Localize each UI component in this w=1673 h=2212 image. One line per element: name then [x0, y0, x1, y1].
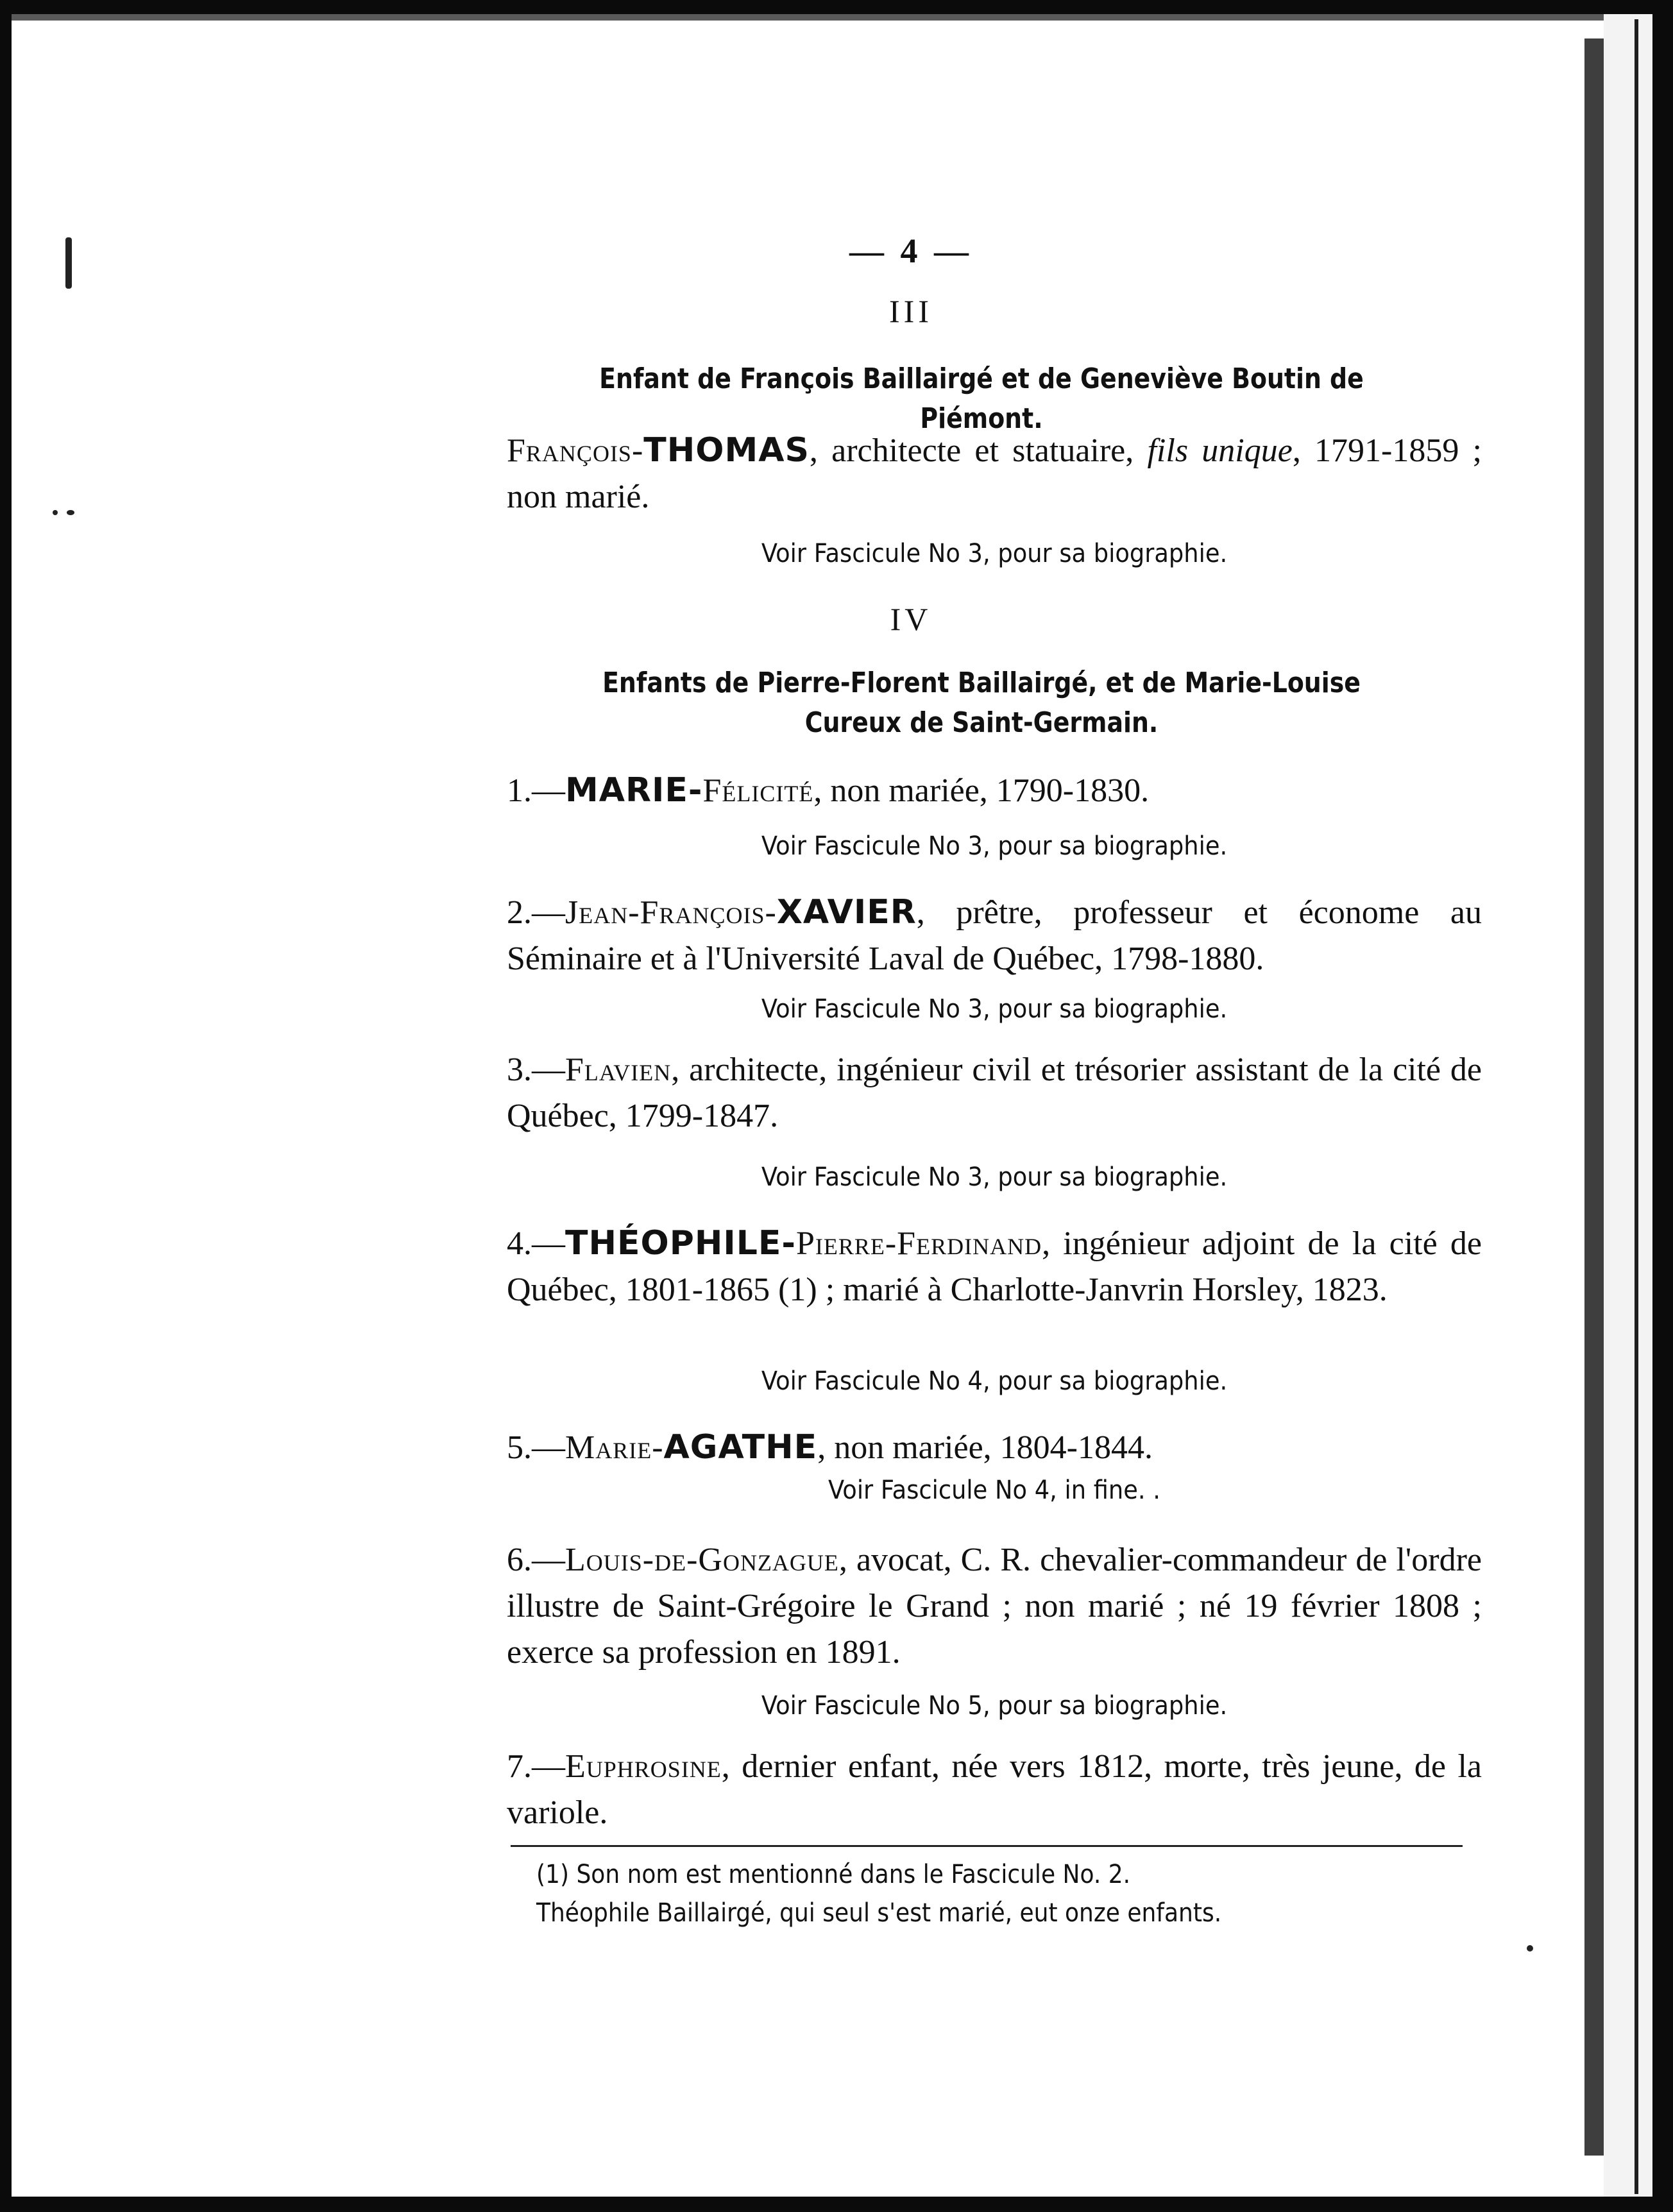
- biography-reference: Voir Fascicule No 3, pour sa biographie.: [761, 539, 1228, 568]
- entry-text: , ingénieur adjoint de la cité de Québec, 1801-1865 (1) ; marié à Charlotte-Janvrin Horsley, 1823.: [507, 1225, 1482, 1308]
- entry-text: , non mariée, 1804-1844.: [817, 1429, 1153, 1466]
- entry-name-caps: Flavien: [565, 1051, 672, 1088]
- entry-name-caps: Jean-François-: [565, 894, 777, 931]
- footnote: Théophile Baillairgé, qui seul s'est marié, eut onze enfants.: [536, 1898, 1222, 1928]
- entry-name-caps: Euphrosine: [565, 1748, 722, 1785]
- entry-name-bold: MARIE-: [565, 771, 703, 810]
- entry-number: 3.—: [507, 1051, 565, 1088]
- biography-reference: Voir Fascicule No 3, pour sa biographie.: [761, 994, 1228, 1024]
- footnote: (1) Son nom est mentionné dans le Fascicule No. 2.: [536, 1860, 1131, 1889]
- scan-speck: [1527, 1945, 1533, 1952]
- entry-name-bold: AGATHE: [663, 1428, 818, 1467]
- entry-name-caps: Louis-de-Gonzague: [565, 1542, 839, 1578]
- entry-name-caps: Pierre-Ferdinand: [795, 1225, 1042, 1262]
- entry-text: , architecte et statuaire,: [809, 432, 1134, 469]
- entry-text: , dernier enfant, née vers 1812, morte, très jeune, de la variole.: [507, 1748, 1482, 1831]
- biography-reference: Voir Fascicule No 5, pour sa biographie.: [761, 1691, 1228, 1721]
- paper-edge-line: [1635, 19, 1638, 2194]
- paper-shadow-top: [12, 14, 1609, 21]
- entry-name-bold: THOMAS: [643, 431, 810, 470]
- entry-text: , prêtre, professeur et économe au Séminaire et à l'Université Laval de Québec, 1798-1880.: [507, 894, 1482, 977]
- biography-reference: Voir Fascicule No 4, pour sa biographie.: [761, 1366, 1228, 1396]
- entry-number: 4.—: [507, 1225, 565, 1262]
- entry-number: 6.—: [507, 1542, 565, 1578]
- entry-text: , 1791-1859 ; non marié.: [507, 432, 1482, 515]
- entry-number: 1.—: [507, 772, 565, 809]
- entry-italic: fils unique: [1147, 432, 1293, 469]
- entry-text: , avocat, C. R. chevalier-commandeur de l'ordre illustre de Saint-Grégoire le Grand ; non marié ; né 19 février 1808 ; exerce sa profession en 1891.: [507, 1542, 1482, 1671]
- entry-name-caps: François-: [507, 432, 644, 469]
- scan-border-top: [0, 0, 1673, 14]
- footnote-separator: [511, 1845, 1463, 1847]
- page-number: — 4 —: [849, 232, 972, 270]
- paper-edge: [1604, 14, 1652, 2197]
- entry-number: 7.—: [507, 1748, 565, 1785]
- biography-reference: Voir Fascicule No 3, pour sa biographie.: [761, 1162, 1228, 1192]
- scan-speck: [67, 510, 74, 515]
- entry-paragraph: [507, 1537, 1482, 1676]
- entry-name-bold: THÉOPHILE-: [565, 1224, 796, 1263]
- entry-paragraph: [507, 1744, 1482, 1836]
- entry-text: , non mariée, 1790-1830.: [813, 772, 1150, 809]
- entry-paragraph: [507, 427, 1482, 520]
- paper-shadow-right: [1584, 38, 1604, 2156]
- scan-border-left: [0, 0, 12, 2212]
- entry-paragraph: [507, 1047, 1482, 1139]
- scan-speck: [65, 237, 72, 289]
- entry-name-caps: Félicité: [702, 772, 814, 809]
- section-heading: Enfant de François Baillairgé et de Geneviève Boutin de Piémont.: [599, 362, 1364, 435]
- biography-reference: Voir Fascicule No 4, in fine. .: [828, 1476, 1160, 1505]
- entry-name-bold: XAVIER: [776, 893, 917, 932]
- scan-border-right: [1652, 0, 1673, 2212]
- entry-paragraph: [507, 889, 1482, 982]
- entry-name-caps: Marie-: [565, 1429, 664, 1466]
- section-numeral: IV: [890, 601, 932, 637]
- biography-reference: Voir Fascicule No 3, pour sa biographie.: [761, 831, 1228, 861]
- entry-text: , architecte, ingénieur civil et trésorier assistant de la cité de Québec, 1799-1847.: [507, 1051, 1482, 1134]
- entry-number: 2.—: [507, 894, 565, 931]
- entry-paragraph: [507, 1220, 1482, 1313]
- scan-border-bottom: [0, 2197, 1673, 2212]
- entry-paragraph: [507, 1424, 1482, 1471]
- section-numeral: III: [889, 293, 933, 329]
- section-heading: Enfants de Pierre-Florent Baillairgé, et de Marie-Louise Cureux de Saint-Germain.: [602, 667, 1361, 739]
- entry-paragraph: [507, 767, 1482, 814]
- scan-speck: [53, 510, 58, 515]
- entry-number: 5.—: [507, 1429, 565, 1466]
